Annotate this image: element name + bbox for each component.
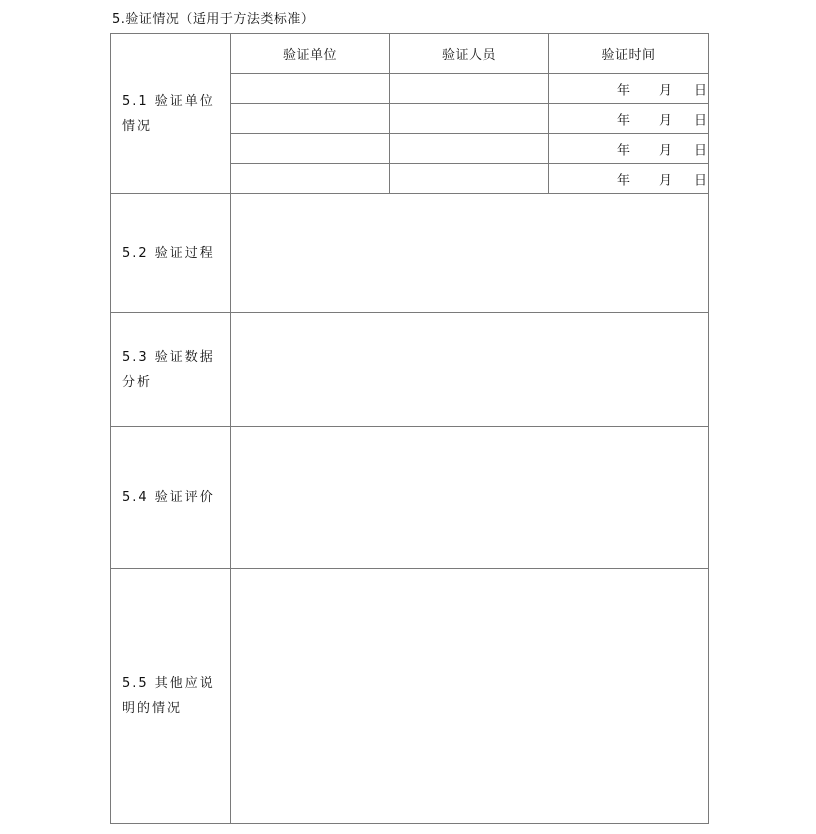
year-label: 年 xyxy=(617,173,631,188)
other-notes-field[interactable] xyxy=(231,569,709,824)
month-label: 月 xyxy=(659,113,673,128)
header-personnel: 验证人员 xyxy=(390,34,549,74)
personnel-field[interactable] xyxy=(390,74,549,104)
date-field[interactable] xyxy=(549,164,709,194)
day-label: 日 xyxy=(694,83,708,98)
personnel-field[interactable] xyxy=(390,164,549,194)
label-verification-units: 5.1 验证单位情况 xyxy=(111,34,231,194)
header-unit: 验证单位 xyxy=(231,34,390,74)
unit-field[interactable] xyxy=(231,134,390,164)
year-label: 年 xyxy=(617,83,631,98)
verification-form-table xyxy=(110,33,709,824)
unit-field[interactable] xyxy=(231,74,390,104)
date-field[interactable] xyxy=(549,74,709,104)
personnel-field[interactable] xyxy=(390,104,549,134)
section-row-evaluation xyxy=(111,427,709,569)
evaluation-field[interactable] xyxy=(231,427,709,569)
year-label: 年 xyxy=(617,143,631,158)
section-row-process xyxy=(111,194,709,313)
section-row-data-analysis xyxy=(111,313,709,427)
year-label: 年 xyxy=(617,113,631,128)
day-label: 日 xyxy=(694,143,708,158)
header-date: 验证时间 xyxy=(549,34,709,74)
unit-field[interactable] xyxy=(231,164,390,194)
section-row-other xyxy=(111,569,709,824)
day-label: 日 xyxy=(694,113,708,128)
label-verification-process: 5.2 验证过程 xyxy=(111,194,231,313)
table-header-row xyxy=(111,34,709,74)
month-label: 月 xyxy=(659,173,673,188)
label-data-analysis: 5.3 验证数据分析 xyxy=(111,313,231,427)
label-other-notes: 5.5 其他应说明的情况 xyxy=(111,569,231,824)
date-field[interactable] xyxy=(549,134,709,164)
label-evaluation: 5.4 验证评价 xyxy=(111,427,231,569)
verification-process-field[interactable] xyxy=(231,194,709,313)
month-label: 月 xyxy=(659,83,673,98)
month-label: 月 xyxy=(659,143,673,158)
personnel-field[interactable] xyxy=(390,134,549,164)
day-label: 日 xyxy=(694,173,708,188)
unit-field[interactable] xyxy=(231,104,390,134)
section-title: 5.验证情况（适用于方法类标准） xyxy=(112,12,315,27)
date-field[interactable] xyxy=(549,104,709,134)
data-analysis-field[interactable] xyxy=(231,313,709,427)
